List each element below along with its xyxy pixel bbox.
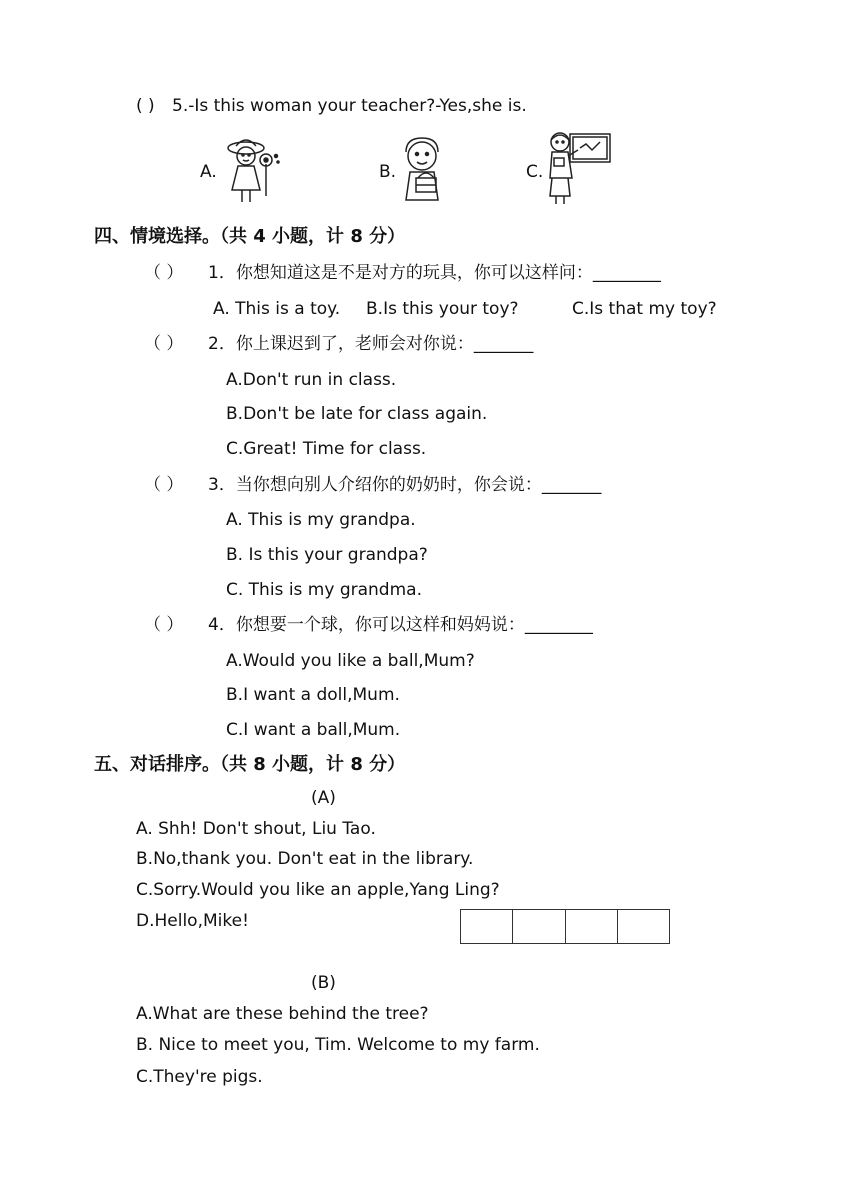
group-b-label: (B): [311, 973, 336, 993]
answer-box[interactable]: [513, 910, 565, 943]
s4q4-option-c: C.I want a ball,Mum.: [226, 720, 401, 740]
s4q3-option-b: B. Is this your grandpa?: [226, 545, 428, 565]
teacher-at-blackboard-icon: [544, 128, 612, 206]
answer-box[interactable]: [461, 910, 513, 943]
q5-option-b: B.: [379, 162, 397, 182]
group-b-line-a: A.What are these behind the tree?: [136, 1004, 429, 1024]
s4q1-option-a: A. This is a toy.: [213, 299, 341, 319]
s4q1-text: 1．你想知道这是不是对方的玩具，你可以这样问：________: [208, 263, 661, 283]
s4q4-option-b: B.I want a doll,Mum.: [226, 685, 400, 705]
s4q3-option-c: C. This is my grandma.: [226, 580, 422, 600]
group-b-line-c: C.They're pigs.: [136, 1067, 263, 1087]
boy-with-basket-icon: [396, 134, 452, 206]
section5-title: 五、对话排序。（共 8 小题，计 8 分）: [94, 754, 406, 775]
group-b-line-b: B. Nice to meet you, Tim. Welcome to my farm.: [136, 1035, 540, 1055]
s4q2-text: 2．你上课迟到了，老师会对你说：_______: [208, 334, 534, 354]
s4q2-option-a: A.Don't run in class.: [226, 370, 397, 390]
q5-text: 5.-Is this woman your teacher?-Yes,she is.: [172, 96, 527, 116]
s4q3-bracket: （ ）: [144, 475, 184, 495]
group-a-line-b: B.No,thank you. Don't eat in the library.: [136, 849, 474, 869]
s4q4-bracket: （ ）: [144, 615, 184, 635]
answer-boxes-a: [460, 909, 670, 944]
s4q3-text: 3．当你想向别人介绍你的奶奶时，你会说：_______: [208, 475, 602, 495]
s4q4-text: 4．你想要一个球，你可以这样和妈妈说：________: [208, 615, 593, 635]
q5-bracket: ( ): [136, 96, 155, 116]
girl-with-flower-icon: [222, 134, 284, 206]
section4-title: 四、情境选择。（共 4 小题，计 8 分）: [94, 226, 406, 247]
s4q1-bracket: （ ）: [144, 263, 184, 283]
group-a-label: (A): [311, 788, 336, 808]
q5-option-c: C.: [526, 162, 544, 182]
s4q1-option-c: C.Is that my toy?: [572, 299, 717, 319]
q5-option-a: A.: [200, 162, 217, 182]
answer-box[interactable]: [618, 910, 669, 943]
s4q3-option-a: A. This is my grandpa.: [226, 510, 416, 530]
s4q4-option-a: A.Would you like a ball,Mum?: [226, 651, 475, 671]
answer-box[interactable]: [566, 910, 618, 943]
group-a-line-c: C.Sorry.Would you like an apple,Yang Ling?: [136, 880, 500, 900]
s4q2-option-b: B.Don't be late for class again.: [226, 404, 488, 424]
s4q2-option-c: C.Great! Time for class.: [226, 439, 427, 459]
s4q2-bracket: （ ）: [144, 334, 184, 354]
group-a-line-a: A. Shh! Don't shout, Liu Tao.: [136, 819, 376, 839]
group-a-line-d: D.Hello,Mike!: [136, 911, 249, 931]
s4q1-option-b: B.Is this your toy?: [366, 299, 519, 319]
